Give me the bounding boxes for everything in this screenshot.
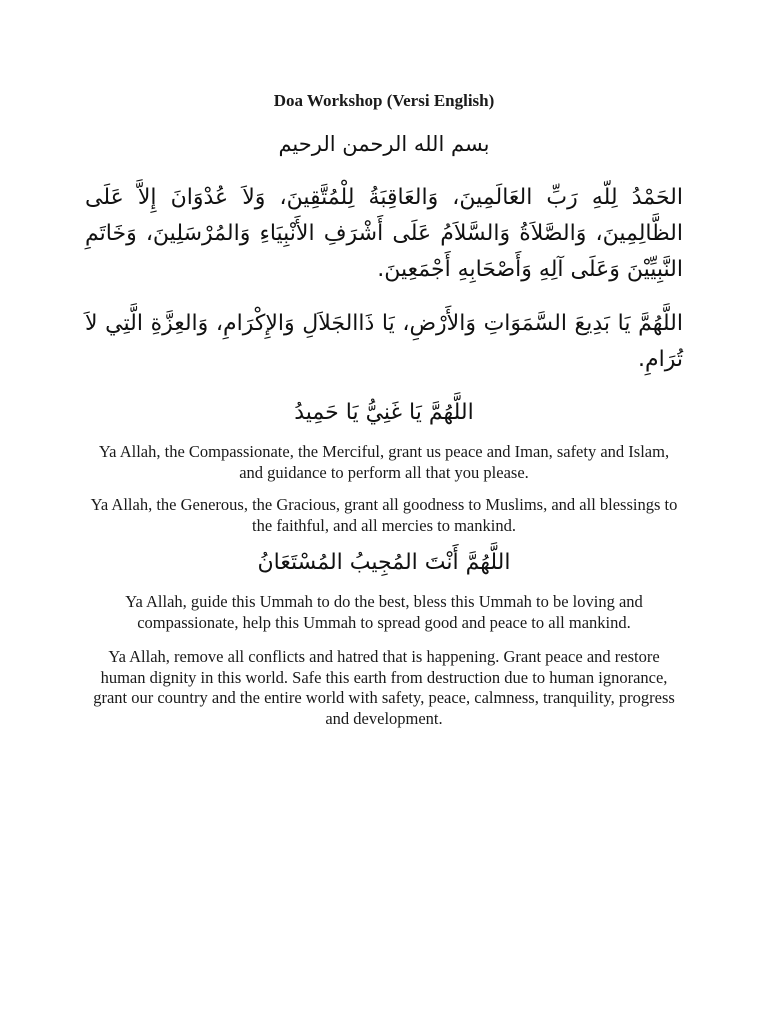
arabic-invocation-paragraph: اللَّهُمَّ يَا بَدِيعَ السَّمَوَاتِ وَالأَرْضِ، يَا ذَاالجَلاَلِ وَالإِكْرَامِ، وَالعِزَّةِ الَّتِي لاَ تُرَامِ.	[85, 311, 683, 372]
arabic-opening-paragraph: الحَمْدُ لِلّهِ رَبِّ العَالَمِينَ، وَالعَاقِبَةُ لِلْمُتَّقِينَ، وَلاَ عُدْوَانَ إِلاَّ عَلَى الظَّالِمِينَ، وَالصَّلاَةُ وَالسَّلاَمُ عَلَى أَشْرَفِ الأَنْبِيَاءِ وَالمُرْسَلِينَ، وَخَاتَمِ النَّبِيِّيْنَ وَعَلَى آلِهِ وَأَصْحَابِهِ أَجْمَعِينَ.	[85, 185, 683, 282]
document-title: Doa Workshop (Versi English)	[273, 91, 495, 110]
basmala: بسم الله الرحمن الرحيم	[278, 132, 490, 156]
arabic-mujib-line: اللَّهُمَّ أَنْتَ المُجِيبُ المُسْتَعَانُ	[257, 550, 511, 575]
english-paragraph-4: Ya Allah, remove all conflicts and hatred that is happening. Grant peace and restore human dignity in this world. Safe this earth from destruction due to human ignorance, grant our country and the entire world with safety, peace, calmness, tranquility, progress and development.	[93, 647, 675, 728]
document-page	[85, 90, 683, 743]
arabic-ghaniy-line: اللَّهُمَّ يَا غَنِيُّ يَا حَمِيدُ	[294, 400, 474, 425]
english-paragraph-1: Ya Allah, the Compassionate, the Merciful, grant us peace and Iman, safety and Islam, and guidance to perform all that you please.	[98, 442, 670, 482]
english-paragraph-3: Ya Allah, guide this Ummah to do the best, bless this Ummah to be loving and compassionate, help this Ummah to spread good and peace to all mankind.	[125, 592, 643, 632]
english-paragraph-2: Ya Allah, the Generous, the Gracious, grant all goodness to Muslims, and all blessings to the faithful, and all mercies to mankind.	[90, 495, 678, 535]
